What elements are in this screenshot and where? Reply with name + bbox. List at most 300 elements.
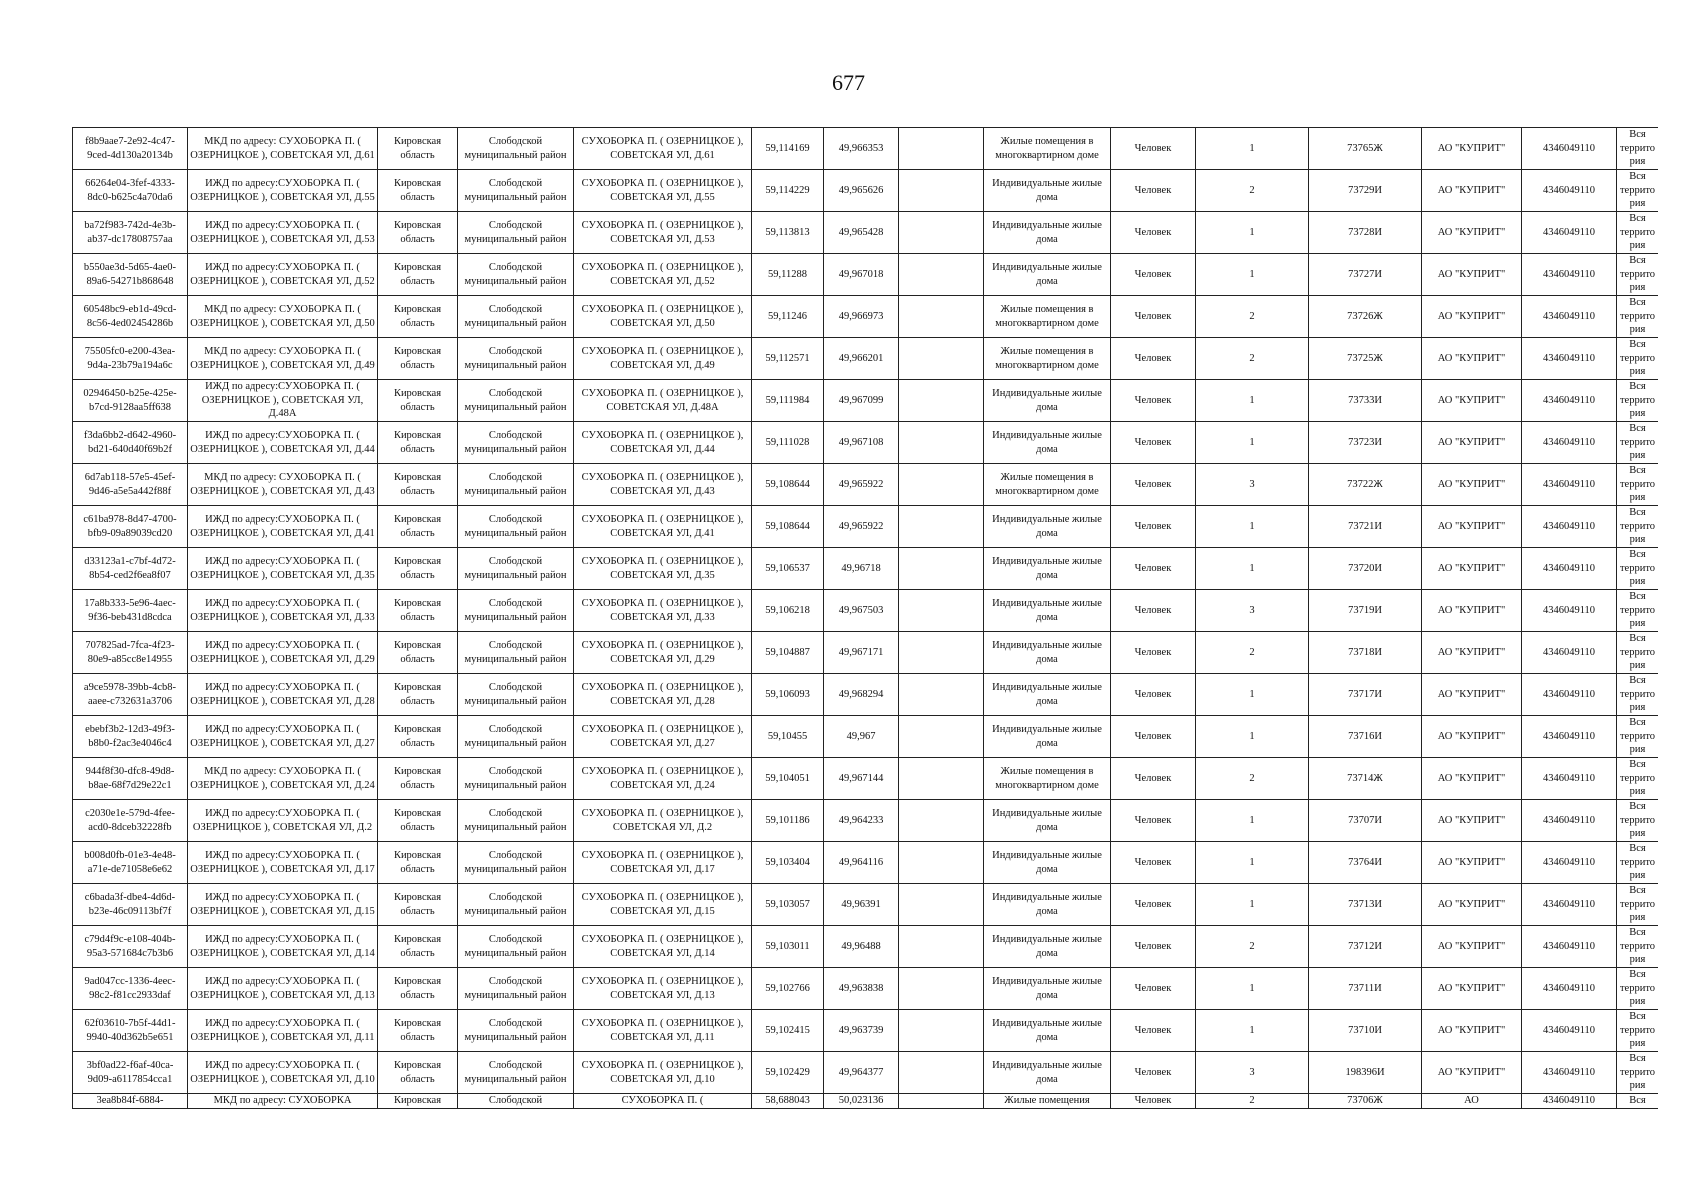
cell-id: 6d7ab118-57e5-45ef-9d46-a5e5a442f88f — [73, 464, 188, 506]
cell-lon: 49,967108 — [824, 422, 899, 464]
cell-code: 73718И — [1309, 632, 1422, 674]
cell-region: Кировская область — [378, 128, 458, 170]
cell-type: Индивидуальные жилые дома — [984, 968, 1111, 1010]
cell-district: Слободской муниципальный район — [458, 464, 574, 506]
table-row — [73, 254, 1659, 296]
cell-org: АО "КУПРИТ" — [1422, 590, 1522, 632]
cell-unit: Человек — [1111, 170, 1196, 212]
cell-inn: 4346049110 — [1522, 296, 1617, 338]
cell-extra — [899, 590, 984, 632]
cell-count: 2 — [1196, 926, 1309, 968]
cell-inn: 4346049110 — [1522, 1010, 1617, 1052]
cell-district: Слободской муниципальный район — [458, 380, 574, 422]
cell-org: АО "КУПРИТ" — [1422, 800, 1522, 842]
cell-lon: 49,965428 — [824, 212, 899, 254]
cell-address: СУХОБОРКА П. ( ОЗЕРНИЦКОЕ ), СОВЕТСКАЯ УЛ, Д.28 — [574, 674, 752, 716]
cell-lat: 59,102766 — [752, 968, 824, 1010]
cell-lat: 59,106093 — [752, 674, 824, 716]
cell-inn: 4346049110 — [1522, 380, 1617, 422]
cell-org: АО "КУПРИТ" — [1422, 968, 1522, 1010]
cell-region: Кировская область — [378, 884, 458, 926]
cell-code: 73716И — [1309, 716, 1422, 758]
cell-lon: 49,964233 — [824, 800, 899, 842]
cell-count: 2 — [1196, 296, 1309, 338]
cell-org: АО "КУПРИТ" — [1422, 464, 1522, 506]
cell-id: 707825ad-7fca-4f23-80e9-a85cc8e14955 — [73, 632, 188, 674]
cell-region: Кировская область — [378, 590, 458, 632]
table-row — [73, 422, 1659, 464]
cell-unit: Человек — [1111, 590, 1196, 632]
cell-type: Индивидуальные жилые дома — [984, 632, 1111, 674]
cell-type: Индивидуальные жилые дома — [984, 254, 1111, 296]
cell-district: Слободской муниципальный район — [458, 548, 574, 590]
cell-territory: Вся территория — [1617, 758, 1659, 800]
table-row — [73, 968, 1659, 1010]
cell-territory: Вся территория — [1617, 1052, 1659, 1094]
cell-territory: Вся территория — [1617, 548, 1659, 590]
cell-unit: Человек — [1111, 926, 1196, 968]
table-row — [73, 1052, 1659, 1094]
cell-unit: Человек — [1111, 548, 1196, 590]
cell-lat: 59,103057 — [752, 884, 824, 926]
cell-extra — [899, 842, 984, 884]
cell-address: СУХОБОРКА П. ( ОЗЕРНИЦКОЕ ), СОВЕТСКАЯ УЛ, Д.17 — [574, 842, 752, 884]
cell-code: 73713И — [1309, 884, 1422, 926]
cell-extra — [899, 632, 984, 674]
cell-territory: Вся территория — [1617, 590, 1659, 632]
cell-region: Кировская область — [378, 632, 458, 674]
cell-type: Индивидуальные жилые дома — [984, 716, 1111, 758]
cell-lat: 59,104887 — [752, 632, 824, 674]
cell-count: 1 — [1196, 968, 1309, 1010]
cell-extra — [899, 1052, 984, 1094]
cell-region: Кировская область — [378, 296, 458, 338]
cell-type: Индивидуальные жилые дома — [984, 884, 1111, 926]
cell-name: ИЖД по адресу:СУХОБОРКА П. ( ОЗЕРНИЦКОЕ ), СОВЕТСКАЯ УЛ, Д.33 — [188, 590, 378, 632]
cell-extra — [899, 464, 984, 506]
cell-id: 944f8f30-dfc8-49d8-b8ae-68f7d29e22c1 — [73, 758, 188, 800]
cell-extra — [899, 1094, 984, 1109]
cell-count: 3 — [1196, 1052, 1309, 1094]
cell-id: 75505fc0-e200-43ea-9d4a-23b79a194a6c — [73, 338, 188, 380]
cell-territory: Вся территория — [1617, 1010, 1659, 1052]
cell-extra — [899, 296, 984, 338]
cell-district: Слободской муниципальный район — [458, 716, 574, 758]
cell-region: Кировская область — [378, 758, 458, 800]
cell-lon: 49,964377 — [824, 1052, 899, 1094]
cell-code: 73710И — [1309, 1010, 1422, 1052]
cell-id: f8b9aae7-2e92-4c47-9ced-4d130a20134b — [73, 128, 188, 170]
cell-lon: 50,023136 — [824, 1094, 899, 1109]
cell-address: СУХОБОРКА П. ( ОЗЕРНИЦКОЕ ), СОВЕТСКАЯ УЛ, Д.27 — [574, 716, 752, 758]
cell-type: Жилые помещения в многоквартирном доме — [984, 128, 1111, 170]
cell-lat: 59,102415 — [752, 1010, 824, 1052]
cell-type: Индивидуальные жилые дома — [984, 422, 1111, 464]
cell-id: 3bf0ad22-f6af-40ca-9d09-a6117854cca1 — [73, 1052, 188, 1094]
cell-region: Кировская область — [378, 968, 458, 1010]
cell-territory: Вся территория — [1617, 380, 1659, 422]
cell-region: Кировская область — [378, 380, 458, 422]
cell-code: 73725Ж — [1309, 338, 1422, 380]
cell-unit: Человек — [1111, 968, 1196, 1010]
cell-unit: Человек — [1111, 716, 1196, 758]
cell-count: 1 — [1196, 422, 1309, 464]
table-row — [73, 884, 1659, 926]
cell-inn: 4346049110 — [1522, 968, 1617, 1010]
cell-org: АО "КУПРИТ" — [1422, 254, 1522, 296]
cell-code: 73720И — [1309, 548, 1422, 590]
cell-region: Кировская область — [378, 1010, 458, 1052]
cell-id: 66264e04-3fef-4333-8dc0-b625c4a70da6 — [73, 170, 188, 212]
cell-lat: 59,103404 — [752, 842, 824, 884]
cell-lon: 49,967503 — [824, 590, 899, 632]
cell-inn: 4346049110 — [1522, 632, 1617, 674]
cell-address: СУХОБОРКА П. ( ОЗЕРНИЦКОЕ ), СОВЕТСКАЯ УЛ, Д.2 — [574, 800, 752, 842]
cell-inn: 4346049110 — [1522, 590, 1617, 632]
cell-district: Слободской муниципальный район — [458, 212, 574, 254]
table-row — [73, 338, 1659, 380]
table-container — [72, 127, 1658, 1129]
cell-inn: 4346049110 — [1522, 212, 1617, 254]
cell-inn: 4346049110 — [1522, 800, 1617, 842]
cell-region: Кировская область — [378, 506, 458, 548]
cell-unit: Человек — [1111, 338, 1196, 380]
cell-address: СУХОБОРКА П. ( ОЗЕРНИЦКОЕ ), СОВЕТСКАЯ УЛ, Д.53 — [574, 212, 752, 254]
cell-lat: 59,111028 — [752, 422, 824, 464]
cell-code: 73727И — [1309, 254, 1422, 296]
cell-address: СУХОБОРКА П. ( ОЗЕРНИЦКОЕ ), СОВЕТСКАЯ УЛ, Д.50 — [574, 296, 752, 338]
cell-name: ИЖД по адресу:СУХОБОРКА П. ( ОЗЕРНИЦКОЕ ), СОВЕТСКАЯ УЛ, Д.11 — [188, 1010, 378, 1052]
cell-org: АО "КУПРИТ" — [1422, 338, 1522, 380]
cell-code: 198396И — [1309, 1052, 1422, 1094]
cell-count: 2 — [1196, 338, 1309, 380]
cell-region: Кировская — [378, 1094, 458, 1109]
cell-name: ИЖД по адресу:СУХОБОРКА П. ( ОЗЕРНИЦКОЕ ), СОВЕТСКАЯ УЛ, Д.27 — [188, 716, 378, 758]
cell-code: 73712И — [1309, 926, 1422, 968]
cell-district: Слободской муниципальный район — [458, 674, 574, 716]
cell-region: Кировская область — [378, 464, 458, 506]
cell-territory: Вся территория — [1617, 254, 1659, 296]
cell-inn: 4346049110 — [1522, 842, 1617, 884]
cell-territory: Вся территория — [1617, 968, 1659, 1010]
cell-code: 73711И — [1309, 968, 1422, 1010]
table-row — [73, 632, 1659, 674]
cell-district: Слободской муниципальный район — [458, 758, 574, 800]
cell-lat: 59,114169 — [752, 128, 824, 170]
cell-type: Индивидуальные жилые дома — [984, 590, 1111, 632]
cell-lon: 49,96718 — [824, 548, 899, 590]
cell-unit: Человек — [1111, 464, 1196, 506]
cell-unit: Человек — [1111, 758, 1196, 800]
cell-address: СУХОБОРКА П. ( ОЗЕРНИЦКОЕ ), СОВЕТСКАЯ УЛ, Д.48А — [574, 380, 752, 422]
cell-lon: 49,96391 — [824, 884, 899, 926]
cell-lat: 59,104051 — [752, 758, 824, 800]
cell-unit: Человек — [1111, 506, 1196, 548]
cell-inn: 4346049110 — [1522, 1094, 1617, 1109]
cell-region: Кировская область — [378, 170, 458, 212]
cell-address: СУХОБОРКА П. ( ОЗЕРНИЦКОЕ ), СОВЕТСКАЯ УЛ, Д.49 — [574, 338, 752, 380]
cell-code: 73726Ж — [1309, 296, 1422, 338]
cell-district: Слободской — [458, 1094, 574, 1109]
cell-lon: 49,965922 — [824, 506, 899, 548]
cell-type: Жилые помещения в многоквартирном доме — [984, 338, 1111, 380]
cell-district: Слободской муниципальный район — [458, 506, 574, 548]
cell-count: 1 — [1196, 884, 1309, 926]
cell-territory: Вся территория — [1617, 212, 1659, 254]
cell-lat: 59,102429 — [752, 1052, 824, 1094]
cell-count: 1 — [1196, 842, 1309, 884]
cell-lat: 59,111984 — [752, 380, 824, 422]
cell-id: 9ad047cc-1336-4eec-98c2-f81cc2933daf — [73, 968, 188, 1010]
table-row — [73, 548, 1659, 590]
cell-name: МКД по адресу: СУХОБОРКА П. ( ОЗЕРНИЦКОЕ ), СОВЕТСКАЯ УЛ, Д.50 — [188, 296, 378, 338]
cell-address: СУХОБОРКА П. ( ОЗЕРНИЦКОЕ ), СОВЕТСКАЯ УЛ, Д.14 — [574, 926, 752, 968]
cell-org: АО "КУПРИТ" — [1422, 884, 1522, 926]
cell-count: 1 — [1196, 128, 1309, 170]
cell-lon: 49,963739 — [824, 1010, 899, 1052]
cell-unit: Человек — [1111, 632, 1196, 674]
cell-inn: 4346049110 — [1522, 422, 1617, 464]
cell-lon: 49,967099 — [824, 380, 899, 422]
cell-extra — [899, 212, 984, 254]
cell-name: ИЖД по адресу:СУХОБОРКА П. ( ОЗЕРНИЦКОЕ ), СОВЕТСКАЯ УЛ, Д.13 — [188, 968, 378, 1010]
cell-name: ИЖД по адресу:СУХОБОРКА П. ( ОЗЕРНИЦКОЕ ), СОВЕТСКАЯ УЛ, Д.44 — [188, 422, 378, 464]
cell-lat: 59,10455 — [752, 716, 824, 758]
cell-org: АО "КУПРИТ" — [1422, 674, 1522, 716]
cell-territory: Вся территория — [1617, 464, 1659, 506]
table-row — [73, 758, 1659, 800]
cell-type: Индивидуальные жилые дома — [984, 506, 1111, 548]
cell-unit: Человек — [1111, 884, 1196, 926]
cell-org: АО "КУПРИТ" — [1422, 422, 1522, 464]
cell-id: ebebf3b2-12d3-49f3-b8b0-f2ac3e4046c4 — [73, 716, 188, 758]
cell-unit: Человек — [1111, 128, 1196, 170]
cell-lat: 59,113813 — [752, 212, 824, 254]
cell-code: 73707И — [1309, 800, 1422, 842]
cell-territory: Вся территория — [1617, 800, 1659, 842]
cell-code: 73765Ж — [1309, 128, 1422, 170]
cell-name: МКД по адресу: СУХОБОРКА П. ( ОЗЕРНИЦКОЕ ), СОВЕТСКАЯ УЛ, Д.43 — [188, 464, 378, 506]
table-row — [73, 170, 1659, 212]
cell-count: 3 — [1196, 464, 1309, 506]
cell-address: СУХОБОРКА П. ( ОЗЕРНИЦКОЕ ), СОВЕТСКАЯ УЛ, Д.43 — [574, 464, 752, 506]
cell-lon: 49,965626 — [824, 170, 899, 212]
cell-name: ИЖД по адресу:СУХОБОРКА П. ( ОЗЕРНИЦКОЕ ), СОВЕТСКАЯ УЛ, Д.17 — [188, 842, 378, 884]
cell-id: 02946450-b25e-425e-b7cd-9128aa5ff638 — [73, 380, 188, 422]
cell-district: Слободской муниципальный район — [458, 800, 574, 842]
cell-unit: Человек — [1111, 212, 1196, 254]
cell-unit: Человек — [1111, 800, 1196, 842]
table-row — [73, 1010, 1659, 1052]
cell-name: ИЖД по адресу:СУХОБОРКА П. ( ОЗЕРНИЦКОЕ ), СОВЕТСКАЯ УЛ, Д.41 — [188, 506, 378, 548]
cell-org: АО "КУПРИТ" — [1422, 170, 1522, 212]
table-body — [73, 128, 1659, 1109]
cell-code: 73728И — [1309, 212, 1422, 254]
cell-lon: 49,967171 — [824, 632, 899, 674]
cell-count: 2 — [1196, 758, 1309, 800]
cell-territory: Вся территория — [1617, 884, 1659, 926]
cell-org: АО "КУПРИТ" — [1422, 632, 1522, 674]
cell-address: СУХОБОРКА П. ( ОЗЕРНИЦКОЕ ), СОВЕТСКАЯ УЛ, Д.35 — [574, 548, 752, 590]
cell-extra — [899, 926, 984, 968]
cell-inn: 4346049110 — [1522, 128, 1617, 170]
cell-lat: 59,106537 — [752, 548, 824, 590]
cell-name: ИЖД по адресу:СУХОБОРКА П. ( ОЗЕРНИЦКОЕ ), СОВЕТСКАЯ УЛ, Д.52 — [188, 254, 378, 296]
cell-inn: 4346049110 — [1522, 464, 1617, 506]
cell-lat: 59,112571 — [752, 338, 824, 380]
cell-count: 3 — [1196, 590, 1309, 632]
cell-type: Жилые помещения в многоквартирном доме — [984, 758, 1111, 800]
cell-district: Слободской муниципальный район — [458, 1010, 574, 1052]
cell-count: 1 — [1196, 674, 1309, 716]
table-row — [73, 128, 1659, 170]
cell-territory: Вся территория — [1617, 422, 1659, 464]
cell-type: Индивидуальные жилые дома — [984, 212, 1111, 254]
cell-territory: Вся территория — [1617, 632, 1659, 674]
cell-type: Индивидуальные жилые дома — [984, 800, 1111, 842]
cell-territory: Вся территория — [1617, 716, 1659, 758]
cell-lon: 49,966201 — [824, 338, 899, 380]
cell-region: Кировская область — [378, 716, 458, 758]
cell-address: СУХОБОРКА П. ( ОЗЕРНИЦКОЕ ), СОВЕТСКАЯ УЛ, Д.44 — [574, 422, 752, 464]
cell-lon: 49,967 — [824, 716, 899, 758]
cell-id: 3ea8b84f-6884- — [73, 1094, 188, 1109]
cell-extra — [899, 674, 984, 716]
cell-name: МКД по адресу: СУХОБОРКА П. ( ОЗЕРНИЦКОЕ ), СОВЕТСКАЯ УЛ, Д.61 — [188, 128, 378, 170]
cell-lat: 59,11246 — [752, 296, 824, 338]
cell-code: 73729И — [1309, 170, 1422, 212]
cell-region: Кировская область — [378, 1052, 458, 1094]
cell-count: 1 — [1196, 716, 1309, 758]
cell-extra — [899, 758, 984, 800]
cell-district: Слободской муниципальный район — [458, 632, 574, 674]
cell-district: Слободской муниципальный район — [458, 926, 574, 968]
cell-lon: 49,966353 — [824, 128, 899, 170]
cell-extra — [899, 884, 984, 926]
cell-extra — [899, 506, 984, 548]
cell-inn: 4346049110 — [1522, 758, 1617, 800]
table-row — [73, 842, 1659, 884]
cell-name: ИЖД по адресу:СУХОБОРКА П. ( ОЗЕРНИЦКОЕ ), СОВЕТСКАЯ УЛ, Д.35 — [188, 548, 378, 590]
cell-address: СУХОБОРКА П. ( ОЗЕРНИЦКОЕ ), СОВЕТСКАЯ УЛ, Д.33 — [574, 590, 752, 632]
cell-id: d33123a1-c7bf-4d72-8b54-ced2f6ea8f07 — [73, 548, 188, 590]
cell-extra — [899, 968, 984, 1010]
cell-org: АО "КУПРИТ" — [1422, 1052, 1522, 1094]
cell-id: 62f03610-7b5f-44d1-9940-40d362b5e651 — [73, 1010, 188, 1052]
cell-lon: 49,963838 — [824, 968, 899, 1010]
cell-lat: 59,114229 — [752, 170, 824, 212]
cell-lon: 49,966973 — [824, 296, 899, 338]
cell-region: Кировская область — [378, 800, 458, 842]
cell-org: АО "КУПРИТ" — [1422, 128, 1522, 170]
cell-name: ИЖД по адресу:СУХОБОРКА П. ( ОЗЕРНИЦКОЕ ), СОВЕТСКАЯ УЛ, Д.10 — [188, 1052, 378, 1094]
cell-address: СУХОБОРКА П. ( ОЗЕРНИЦКОЕ ), СОВЕТСКАЯ УЛ, Д.61 — [574, 128, 752, 170]
cell-type: Индивидуальные жилые дома — [984, 1052, 1111, 1094]
cell-extra — [899, 170, 984, 212]
cell-unit: Человек — [1111, 254, 1196, 296]
cell-name: МКД по адресу: СУХОБОРКА П. ( ОЗЕРНИЦКОЕ ), СОВЕТСКАЯ УЛ, Д.24 — [188, 758, 378, 800]
cell-lon: 49,965922 — [824, 464, 899, 506]
cell-inn: 4346049110 — [1522, 926, 1617, 968]
cell-org: АО "КУПРИТ" — [1422, 212, 1522, 254]
cell-territory: Вся территория — [1617, 128, 1659, 170]
cell-address: СУХОБОРКА П. ( ОЗЕРНИЦКОЕ ), СОВЕТСКАЯ УЛ, Д.29 — [574, 632, 752, 674]
cell-type: Индивидуальные жилые дома — [984, 1010, 1111, 1052]
table-row — [73, 800, 1659, 842]
cell-inn: 4346049110 — [1522, 1052, 1617, 1094]
cell-count: 2 — [1196, 1094, 1309, 1109]
cell-extra — [899, 254, 984, 296]
cell-id: 17a8b333-5e96-4aec-9f36-beb431d8cdca — [73, 590, 188, 632]
cell-type: Индивидуальные жилые дома — [984, 842, 1111, 884]
cell-count: 1 — [1196, 254, 1309, 296]
cell-name: МКД по адресу: СУХОБОРКА П. ( ОЗЕРНИЦКОЕ ), СОВЕТСКАЯ УЛ, Д.49 — [188, 338, 378, 380]
cell-name: ИЖД по адресу:СУХОБОРКА П. ( ОЗЕРНИЦКОЕ ), СОВЕТСКАЯ УЛ, Д.55 — [188, 170, 378, 212]
cell-type: Индивидуальные жилые дома — [984, 926, 1111, 968]
table-row — [73, 590, 1659, 632]
cell-inn: 4346049110 — [1522, 170, 1617, 212]
cell-org: АО "КУПРИТ" — [1422, 842, 1522, 884]
table-row — [73, 464, 1659, 506]
table-row — [73, 674, 1659, 716]
table-row — [73, 296, 1659, 338]
cell-code: 73714Ж — [1309, 758, 1422, 800]
cell-region: Кировская область — [378, 254, 458, 296]
cell-territory: Вся территория — [1617, 170, 1659, 212]
cell-name: ИЖД по адресу:СУХОБОРКА П. ( ОЗЕРНИЦКОЕ ), СОВЕТСКАЯ УЛ, Д.28 — [188, 674, 378, 716]
cell-region: Кировская область — [378, 212, 458, 254]
cell-count: 2 — [1196, 632, 1309, 674]
cell-type: Индивидуальные жилые дома — [984, 380, 1111, 422]
cell-code: 73733И — [1309, 380, 1422, 422]
cell-lon: 49,967018 — [824, 254, 899, 296]
cell-district: Слободской муниципальный район — [458, 170, 574, 212]
table-row — [73, 212, 1659, 254]
cell-name: МКД по адресу: СУХОБОРКА — [188, 1094, 378, 1109]
cell-inn: 4346049110 — [1522, 884, 1617, 926]
cell-code: 73719И — [1309, 590, 1422, 632]
cell-lon: 49,964116 — [824, 842, 899, 884]
cell-count: 1 — [1196, 506, 1309, 548]
cell-address: СУХОБОРКА П. ( ОЗЕРНИЦКОЕ ), СОВЕТСКАЯ УЛ, Д.24 — [574, 758, 752, 800]
cell-extra — [899, 338, 984, 380]
cell-lon: 49,96488 — [824, 926, 899, 968]
cell-region: Кировская область — [378, 842, 458, 884]
cell-name: ИЖД по адресу:СУХОБОРКА П. ( ОЗЕРНИЦКОЕ ), СОВЕТСКАЯ УЛ, Д.48А — [188, 380, 378, 422]
cell-code: 73764И — [1309, 842, 1422, 884]
cell-name: ИЖД по адресу:СУХОБОРКА П. ( ОЗЕРНИЦКОЕ ), СОВЕТСКАЯ УЛ, Д.53 — [188, 212, 378, 254]
cell-address: СУХОБОРКА П. ( ОЗЕРНИЦКОЕ ), СОВЕТСКАЯ УЛ, Д.41 — [574, 506, 752, 548]
cell-count: 1 — [1196, 1010, 1309, 1052]
cell-type: Индивидуальные жилые дома — [984, 548, 1111, 590]
cell-unit: Человек — [1111, 842, 1196, 884]
cell-lon: 49,967144 — [824, 758, 899, 800]
cell-inn: 4346049110 — [1522, 254, 1617, 296]
cell-id: b008d0fb-01e3-4e48-a71e-de71058e6e62 — [73, 842, 188, 884]
cell-id: c79d4f9c-e108-404b-95a3-571684c7b3b6 — [73, 926, 188, 968]
cell-code: 73723И — [1309, 422, 1422, 464]
table-row — [73, 506, 1659, 548]
cell-type: Жилые помещения в многоквартирном доме — [984, 464, 1111, 506]
cell-unit: Человек — [1111, 296, 1196, 338]
cell-unit: Человек — [1111, 1052, 1196, 1094]
cell-territory: Вся территория — [1617, 296, 1659, 338]
cell-district: Слободской муниципальный район — [458, 338, 574, 380]
cell-org: АО "КУПРИТ" — [1422, 296, 1522, 338]
cell-district: Слободской муниципальный район — [458, 590, 574, 632]
cell-extra — [899, 1010, 984, 1052]
cell-id: ba72f983-742d-4e3b-ab37-dc17808757aa — [73, 212, 188, 254]
